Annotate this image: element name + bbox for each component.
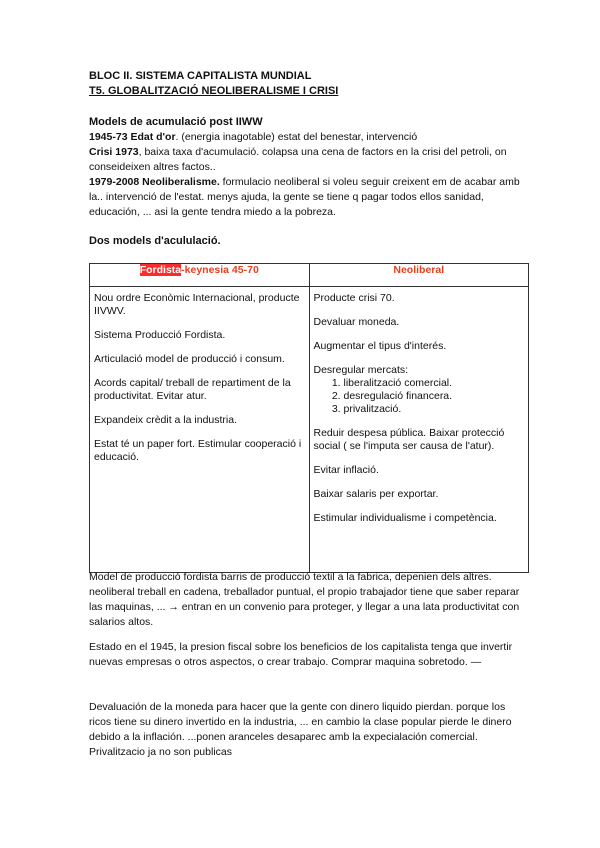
table-header-row [90, 264, 529, 287]
list-item: Producte crisi 70. [313, 292, 395, 304]
list-item: Sistema Producció Fordista. [94, 329, 226, 341]
list-item: Expandeix crèdit a la industria. [94, 414, 237, 426]
list-item: 1. liberalització comercial. [344, 377, 525, 390]
intro-paragraphs [89, 130, 529, 220]
list-item: Nou ordre Econòmic Internacional, producte IIVWV. [94, 292, 300, 317]
section-heading-two-models: Dos models d'acululació. [89, 235, 221, 247]
deregulation-list [314, 377, 525, 416]
topic-title: T5. GLOBALITZACIÓ NEOLIBERALISME I CRISI [89, 85, 339, 97]
list-item: Reduir despesa pública. Baixar protecció social ( se l'imputa ser causa de l'atur). [313, 427, 505, 452]
notes-paragraph-1: Model de producció fordista barris de producció textil a la fabrica, depenien dels altres. neoliberal treball en cadena, treballador puntual, el propio trabajador tiene que saber reparar las maquinas, ... → entran en un convenio para proteger, y llegar a una lata productivitat con salarios altos. [89, 571, 520, 628]
list-item: 2. desregulació financera. [344, 390, 525, 403]
neoliberal-column [309, 287, 529, 573]
list-item: Estimular individualisme i competència. [313, 512, 497, 524]
table-row [90, 287, 529, 573]
notes-paragraph-3: Devaluación de la moneda para hacer que la gente con dinero liquido pierdan. porque los ricos tiene su dinero invertido en la industria, ... en cambio la clase popular pierde le dinero debido a la inflación. ...ponen aranceles desaparec amb la expecialación comercial. Privalitzacio ja no son publicas [89, 701, 512, 758]
list-item: Baixar salaris per exportar. [313, 488, 439, 500]
header-fordista: Fordista-keynesia 45-70 [90, 264, 310, 287]
list-item: Evitar inflació. [313, 464, 379, 476]
bloc-title: BLOC II. SISTEMA CAPITALISTA MUNDIAL [89, 70, 312, 82]
list-item: Estat té un paper fort. Estimular cooperació i educació. [94, 438, 302, 463]
period-neoliberalism: 1979-2008 Neoliberalisme. formulacio neoliberal si voleu seguir creixent em de acabar amb la.. intervenció de l'estat. menys ajuda, la gente se tiene q pagar todos ellos sanidad, educación, ... asi la gente tendra miedo a la pobreza. [89, 176, 520, 218]
section-heading-models: Models de acumulació post IIWW [89, 116, 263, 128]
list-item: Augmentar el tipus d'interés. [313, 340, 447, 352]
list-item: Articulació model de producció i consum. [94, 353, 285, 365]
models-table [89, 263, 529, 573]
notes-paragraph-2: Estado en el 1945, la presion fiscal sobre los beneficios de los capitalista tenga que invertir nuevas empresas o otros aspectos, o crear trabajo. Comprar maquina sobretodo. — [89, 641, 513, 668]
period-crisis: Crisi 1973, baixa taxa d'acumulació. colapsa una cena de factors en la crisi del petroli, on conseideixen altres factos.. [89, 146, 507, 173]
header-neoliberal: Neoliberal [309, 264, 529, 287]
deregulation-heading: Desregular mercats: [313, 364, 409, 376]
list-item: 3. privalització. [344, 403, 525, 416]
list-item: Devaluar moneda. [313, 316, 400, 328]
fordista-column [90, 287, 310, 573]
list-item: Acords capital/ treball de repartiment de la productivitat. Evitar atur. [94, 377, 291, 402]
period-golden-age: 1945-73 Edat d'or. (energia inagotable) estat del benestar, intervenció [89, 131, 418, 143]
